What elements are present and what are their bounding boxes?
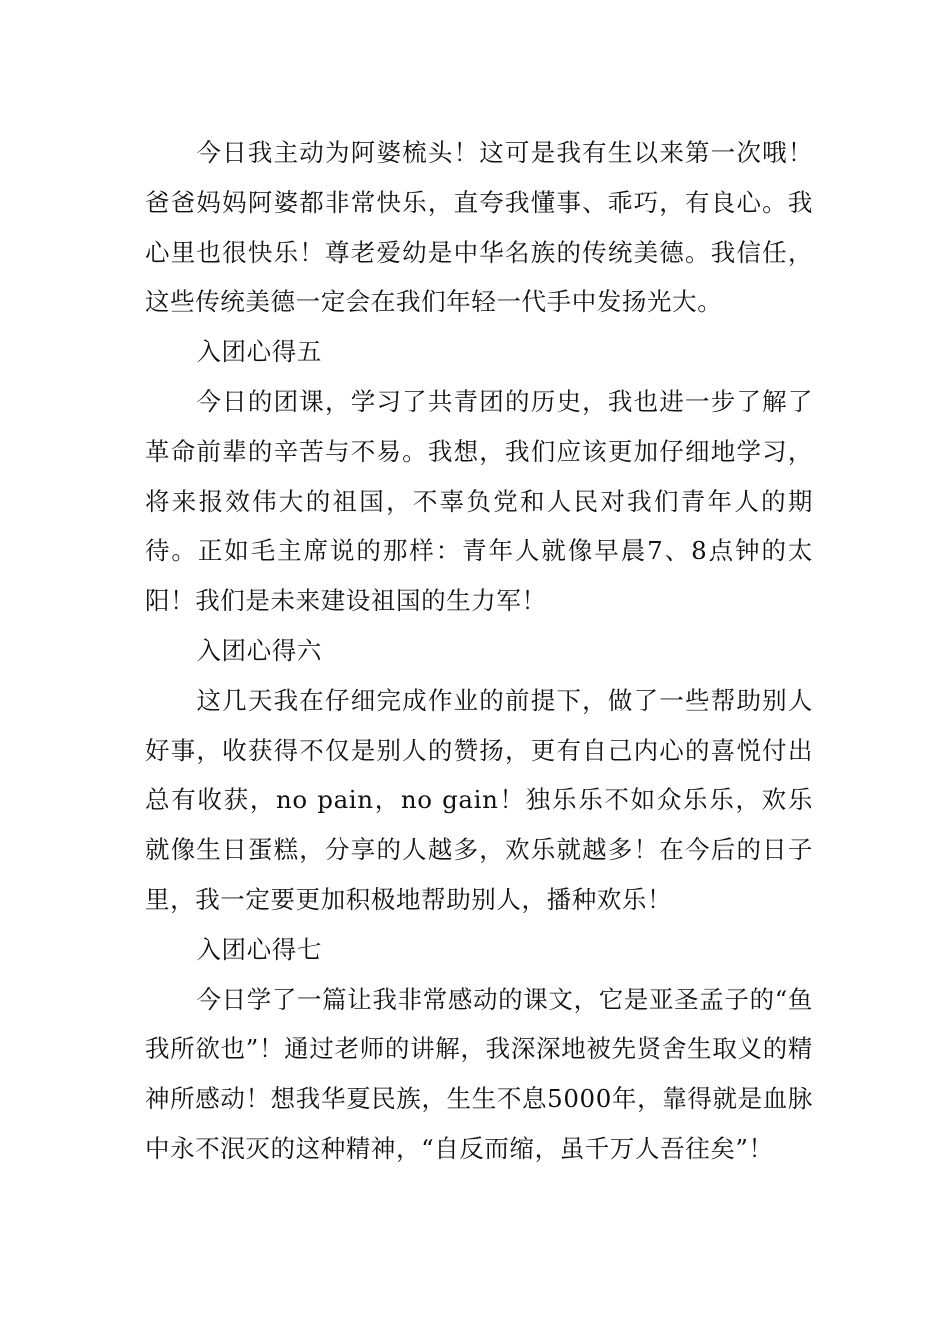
paragraph-mencius: 今日学了一篇让我非常感动的课文，它是亚圣孟子的“鱼我所欲也”！通过老师的讲解，我深深地被先贤舍生取义的精神所感动！想我华夏民族，生生不息5000年，靠得就是血脉中永不泯灭的这种精神，“自反而缩，虽千万人吾往矣”！ (145, 984, 813, 1163)
paragraph-helping-others: 这几天我在仔细完成作业的前提下，做了一些帮助别人好事，收获得不仅是别人的赞扬，更有自己内心的喜悦付出总有收获，no pain，no gain！独乐乐不如众乐乐，欢乐就像生日蛋糕，分享的人越多，欢乐就越多！在今后的日子里，我一定要更加积极地帮助别人，播种欢乐！ (145, 685, 813, 914)
paragraph-grandma: 今日我主动为阿婆梳头！这可是我有生以来第一次哦！爸爸妈妈阿婆都非常快乐，直夸我懂事、乖巧，有良心。我心里也很快乐！尊老爱幼是中华名族的传统美德。我信任，这些传统美德一定会在我们年轻一代手中发扬光大。 (145, 138, 813, 317)
document-body (145, 128, 813, 1174)
heading-league-reflection-5: 入团心得五 (196, 337, 322, 367)
heading-league-reflection-6: 入团心得六 (196, 635, 322, 665)
paragraph-league-class: 今日的团课，学习了共青团的历史，我也进一步了解了革命前辈的辛苦与不易。我想，我们应该更加仔细地学习，将来报效伟大的祖国，不辜负党和人民对我们青年人的期待。正如毛主席说的那样：青年人就像早晨7、8点钟的太阳！我们是未来建设祖国的生力军！ (145, 386, 813, 616)
heading-league-reflection-7: 入团心得七 (196, 934, 322, 964)
